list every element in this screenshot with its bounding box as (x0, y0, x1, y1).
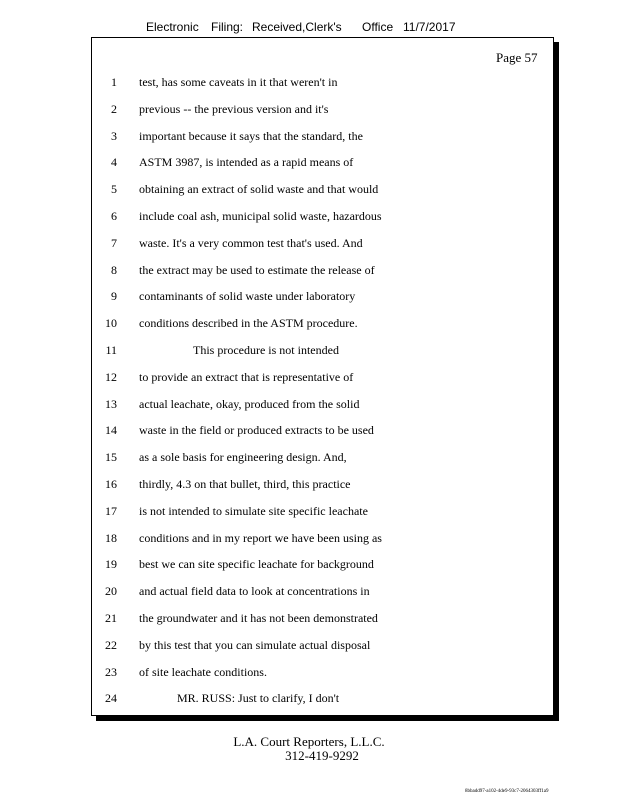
stamp-word: Office (362, 20, 394, 34)
line-number: 2 (111, 101, 117, 116)
line-text: MR. RUSS: Just to clarify, I don't (177, 691, 340, 706)
line-number: 13 (105, 396, 117, 411)
line-number: 22 (105, 637, 117, 652)
line-number: 1 (111, 75, 117, 89)
line-text: and actual field data to look at concentrations in (139, 584, 370, 599)
footer-company: L.A. Court Reporters, L.L.C. (233, 734, 385, 749)
line-number: 7 (111, 235, 117, 250)
line-text: previous -- the previous version and it's (139, 101, 329, 116)
line-number: 4 (111, 155, 117, 170)
line-text: test, has some caveats in it that weren't in (139, 75, 338, 89)
line-text: conditions described in the ASTM procedure. (139, 316, 358, 331)
line-number: 8 (111, 262, 117, 277)
line-number: 16 (105, 477, 117, 491)
transcript-page (91, 37, 554, 716)
line-number: 20 (105, 584, 117, 599)
line-text: waste. It's a very common test that's used. And (139, 235, 363, 250)
line-number: 23 (105, 664, 117, 679)
line-text: obtaining an extract of solid waste and that would (139, 182, 379, 197)
line-text: This procedure is not intended (193, 343, 339, 357)
line-number: 18 (105, 530, 117, 545)
stamp-word: Received,Clerk's (252, 20, 342, 34)
line-number: 19 (105, 557, 117, 572)
line-text: as a sole basis for engineering design. And, (139, 450, 347, 465)
stamp-word: Filing: (211, 20, 244, 34)
line-text: by this test that you can simulate actual disposal (139, 637, 371, 652)
line-number: 17 (105, 503, 117, 518)
page-number: Page 57 (496, 50, 538, 65)
line-number: 3 (111, 128, 117, 143)
line-number: 11 (105, 343, 117, 357)
line-number: 14 (105, 423, 117, 438)
footer-phone: 312-419-9292 (285, 748, 359, 763)
line-text: thirdly, 4.3 on that bullet, third, this practice (139, 477, 351, 491)
line-text: ASTM 3987, is intended as a rapid means of (139, 155, 354, 170)
line-text: is not intended to simulate site specific leachate (139, 503, 368, 518)
line-text: contaminants of solid waste under laboratory (139, 289, 356, 304)
line-number: 12 (105, 369, 117, 384)
line-number: 15 (105, 450, 117, 465)
line-text: include coal ash, municipal solid waste, hazardous (139, 209, 382, 223)
line-text: actual leachate, okay, produced from the solid (139, 396, 360, 411)
line-text: of site leachate conditions. (139, 664, 267, 679)
line-number: 10 (105, 316, 117, 331)
line-number: 21 (105, 611, 117, 625)
stamp-word: 11/7/2017 (403, 20, 456, 34)
line-text: the extract may be used to estimate the release of (139, 262, 375, 277)
line-text: to provide an extract that is representative of (139, 369, 354, 384)
line-number: 6 (111, 209, 117, 223)
line-number: 5 (111, 182, 117, 197)
line-text: the groundwater and it has not been demonstrated (139, 611, 378, 625)
document-hash: 8bbadd97-a102-4de9-93c7-2064303ff1a9 (465, 789, 549, 794)
line-text: conditions and in my report we have been using as (139, 530, 382, 545)
line-text: important because it says that the standard, the (139, 128, 363, 143)
line-number: 9 (111, 289, 117, 304)
line-text: best we can site specific leachate for background (139, 557, 374, 572)
line-text: waste in the field or produced extracts to be used (139, 423, 374, 438)
stamp-word: Electronic (146, 20, 199, 34)
line-number: 24 (105, 691, 117, 706)
